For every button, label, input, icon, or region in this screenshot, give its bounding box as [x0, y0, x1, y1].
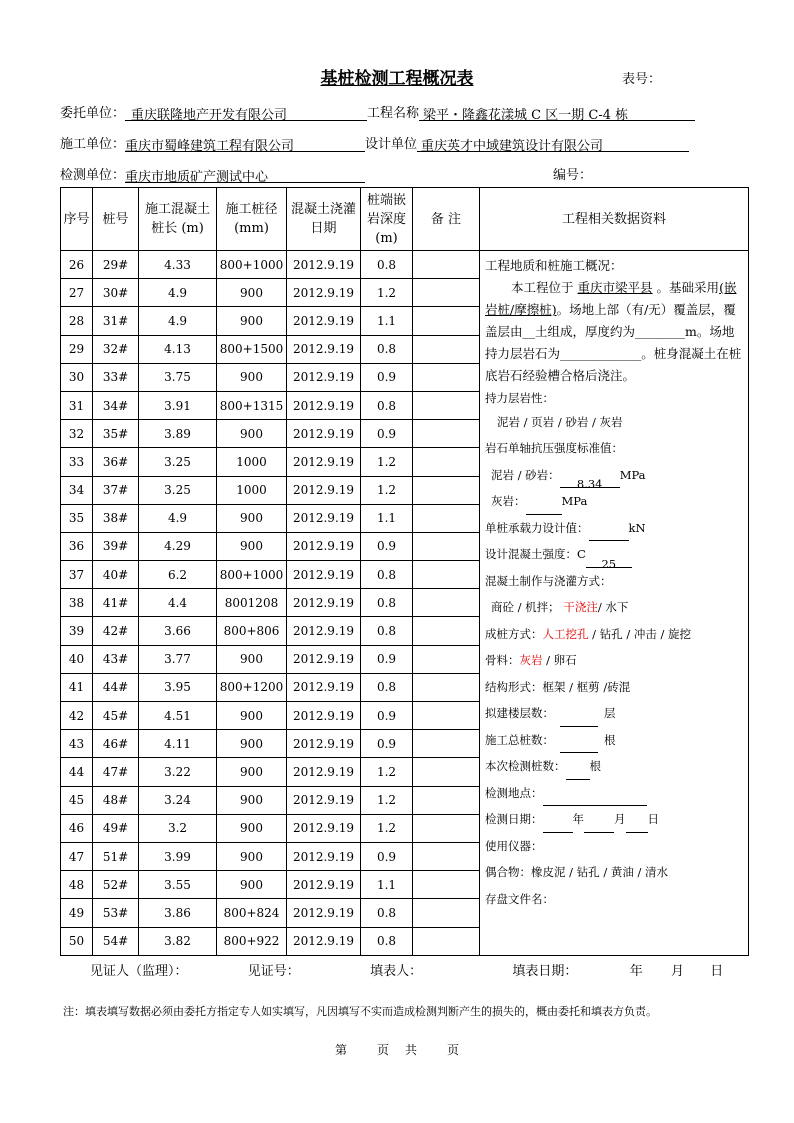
cell-depth: 0.9	[361, 420, 413, 448]
method-options[interactable]: 成桩方式：人工挖孔 / 钻孔 / 冲击 / 旋挖	[485, 626, 692, 641]
cell-seq: 47	[61, 842, 93, 870]
form-number-label: 表号：	[622, 72, 662, 87]
cell-depth: 0.9	[361, 730, 413, 758]
fill-year-label: 年	[629, 964, 643, 979]
cell-seq: 35	[61, 504, 93, 532]
header-info: 工程相关数据资料	[480, 188, 749, 251]
cell-pile-no: 41#	[93, 589, 139, 617]
cell-pile-no: 51#	[93, 842, 139, 870]
cell-pour-date: 2012.9.19	[287, 307, 361, 335]
cell-pile-no: 31#	[93, 307, 139, 335]
overview-title: 工程地质和桩施工概况：	[485, 258, 623, 273]
test-date-line: 检测日期： 年 月 日	[485, 806, 744, 833]
structure-options[interactable]: 结构形式：框架 / 框剪 /砖混	[485, 679, 631, 694]
cell-depth: 0.8	[361, 391, 413, 419]
location-value[interactable]: 重庆市梁平县	[577, 280, 653, 295]
header-depth: 桩端嵌岩深度 (m)	[361, 188, 413, 251]
builder-value: 重庆市蜀峰建筑工程有限公司	[125, 139, 295, 154]
pile-table	[60, 187, 749, 956]
cell-seq: 27	[61, 279, 93, 307]
designer-value: 重庆英才中域建筑设计有限公司	[421, 139, 604, 154]
cell-remark[interactable]	[413, 927, 480, 955]
table-header-row	[61, 188, 749, 251]
cell-depth: 1.1	[361, 307, 413, 335]
cell-seq: 30	[61, 363, 93, 391]
builder-label: 施工单位：	[60, 137, 126, 152]
project-field[interactable]	[419, 104, 695, 121]
cell-length: 3.55	[139, 871, 217, 899]
test-month-field[interactable]	[584, 816, 614, 833]
cell-length: 4.4	[139, 589, 217, 617]
cell-diameter: 900	[217, 758, 287, 786]
cell-pile-no: 34#	[93, 391, 139, 419]
designer-field[interactable]	[417, 135, 689, 152]
cell-seq: 50	[61, 927, 93, 955]
site-field[interactable]	[543, 789, 647, 806]
concrete-line: 设计混凝土强度：C25	[485, 541, 744, 568]
cell-pour-date: 2012.9.19	[287, 730, 361, 758]
cell-remark[interactable]	[413, 532, 480, 560]
cell-diameter: 800+1315	[217, 391, 287, 419]
cell-diameter: 900	[217, 645, 287, 673]
cell-diameter: 1000	[217, 448, 287, 476]
cell-depth: 0.9	[361, 842, 413, 870]
cell-pour-date: 2012.9.19	[287, 842, 361, 870]
cell-pile-no: 45#	[93, 702, 139, 730]
witness-label: 见证人（监理）：	[90, 964, 188, 979]
cell-remark[interactable]	[413, 645, 480, 673]
cell-pour-date: 2012.9.19	[287, 589, 361, 617]
cell-depth: 1.2	[361, 814, 413, 842]
cell-pile-no: 36#	[93, 448, 139, 476]
cell-length: 3.89	[139, 420, 217, 448]
cell-seq: 29	[61, 335, 93, 363]
cell-diameter: 900	[217, 842, 287, 870]
cell-pour-date: 2012.9.19	[287, 871, 361, 899]
cell-remark[interactable]	[413, 842, 480, 870]
bearing-options[interactable]: 泥岩 / 页岩 / 砂岩 / 灰岩	[497, 415, 623, 429]
cell-pour-date: 2012.9.19	[287, 504, 361, 532]
cell-diameter: 900	[217, 702, 287, 730]
cell-seq: 31	[61, 391, 93, 419]
cell-depth: 1.2	[361, 279, 413, 307]
cell-pour-date: 2012.9.19	[287, 814, 361, 842]
bearing-label: 持力层岩性：	[485, 391, 554, 405]
cell-pour-date: 2012.9.19	[287, 448, 361, 476]
filler-label: 填表人：	[370, 964, 423, 979]
cell-pour-date: 2012.9.19	[287, 617, 361, 645]
table-row	[61, 251, 749, 279]
cell-remark[interactable]	[413, 307, 480, 335]
page-number-line: 第 页 共 页	[334, 1043, 460, 1057]
cell-seq: 36	[61, 532, 93, 560]
cell-pile-no: 30#	[93, 279, 139, 307]
cell-remark[interactable]	[413, 814, 480, 842]
cell-pile-no: 40#	[93, 561, 139, 589]
cell-seq: 41	[61, 673, 93, 701]
cell-diameter: 800+1200	[217, 673, 287, 701]
cell-pile-no: 37#	[93, 476, 139, 504]
cell-length: 3.99	[139, 842, 217, 870]
cell-pile-no: 44#	[93, 673, 139, 701]
page-title: 基桩检测工程概况表	[320, 69, 474, 89]
cell-length: 3.77	[139, 645, 217, 673]
cell-length: 4.11	[139, 730, 217, 758]
cell-pour-date: 2012.9.19	[287, 786, 361, 814]
cell-pour-date: 2012.9.19	[287, 645, 361, 673]
witness-no-label: 见证号：	[247, 964, 300, 979]
cell-depth: 1.2	[361, 448, 413, 476]
cell-depth: 0.9	[361, 702, 413, 730]
cell-remark[interactable]	[413, 561, 480, 589]
capacity-line: 单桩承载力设计值： kN	[485, 515, 744, 542]
cell-depth: 1.1	[361, 871, 413, 899]
cell-length: 3.25	[139, 448, 217, 476]
cell-depth: 0.8	[361, 617, 413, 645]
cell-pour-date: 2012.9.19	[287, 927, 361, 955]
cell-length: 3.91	[139, 391, 217, 419]
pour-options[interactable]: 商砼 / 机拌； 干浇注/ 水下	[491, 600, 629, 614]
header-diameter: 施工桩径 (mm)	[217, 188, 287, 251]
cell-seq: 39	[61, 617, 93, 645]
cell-diameter: 900	[217, 871, 287, 899]
header-pour-date: 混凝土浇灌日期	[287, 188, 361, 251]
test-year-field[interactable]	[543, 816, 573, 833]
cell-pour-date: 2012.9.19	[287, 561, 361, 589]
project-label: 工程名称	[367, 106, 420, 121]
site-line: 检测地点：	[485, 780, 744, 807]
mudstone-line: 泥岩 / 砂岩：8.34MPa	[491, 467, 646, 491]
project-info-cell	[480, 251, 749, 956]
cell-diameter: 900	[217, 279, 287, 307]
cell-remark[interactable]	[413, 251, 480, 279]
cell-depth: 0.8	[361, 673, 413, 701]
capacity-field[interactable]	[589, 524, 629, 541]
mudstone-field[interactable]: 8.34	[560, 471, 620, 488]
cell-pile-no: 42#	[93, 617, 139, 645]
cell-length: 4.9	[139, 307, 217, 335]
cell-length: 6.2	[139, 561, 217, 589]
cell-depth: 0.9	[361, 363, 413, 391]
designer-label: 设计单位	[365, 137, 418, 152]
cell-diameter: 800+806	[217, 617, 287, 645]
cell-diameter: 900	[217, 420, 287, 448]
cell-seq: 33	[61, 448, 93, 476]
table-body	[61, 251, 749, 956]
cell-diameter: 900	[217, 363, 287, 391]
footer-note: 注：填表填写数据必须由委托方指定专人如实填写，凡因填写不实而造成检测判断产生的损失的，概由委托和填表方负责。	[63, 1005, 657, 1018]
cell-depth: 0.8	[361, 899, 413, 927]
cell-diameter: 1000	[217, 476, 287, 504]
cell-pile-no: 54#	[93, 927, 139, 955]
cell-length: 3.66	[139, 617, 217, 645]
cell-length: 4.13	[139, 335, 217, 363]
cell-pour-date: 2012.9.19	[287, 702, 361, 730]
cell-seq: 42	[61, 702, 93, 730]
cell-length: 3.22	[139, 758, 217, 786]
cell-depth: 0.8	[361, 561, 413, 589]
cell-depth: 1.2	[361, 786, 413, 814]
cell-diameter: 800+1500	[217, 335, 287, 363]
cell-remark[interactable]	[413, 476, 480, 504]
cell-remark[interactable]	[413, 279, 480, 307]
cell-remark[interactable]	[413, 448, 480, 476]
file-label[interactable]: 存盘文件名：	[485, 891, 554, 906]
header-seq: 序号	[61, 188, 93, 251]
floors-line: 拟建楼层数： 层	[485, 700, 744, 727]
client-value: 重庆联隆地产开发有限公司	[131, 108, 288, 123]
cell-remark[interactable]	[413, 899, 480, 927]
tester-value: 重庆市地质矿产测试中心	[125, 170, 269, 185]
tested-piles-field[interactable]	[566, 763, 590, 780]
cell-seq: 38	[61, 589, 93, 617]
cell-diameter: 800+1000	[217, 561, 287, 589]
cell-depth: 1.2	[361, 476, 413, 504]
cell-pour-date: 2012.9.19	[287, 476, 361, 504]
cell-pile-no: 33#	[93, 363, 139, 391]
tester-line	[60, 164, 365, 183]
tester-field[interactable]	[125, 166, 365, 183]
cell-pile-no: 49#	[93, 814, 139, 842]
client-line	[60, 102, 695, 121]
limestone-line: 灰岩： MPa	[485, 488, 744, 515]
instrument-label[interactable]: 使用仪器：	[485, 838, 543, 853]
cell-length: 3.25	[139, 476, 217, 504]
cell-pour-date: 2012.9.19	[287, 391, 361, 419]
cell-pour-date: 2012.9.19	[287, 758, 361, 786]
floors-field[interactable]	[560, 710, 598, 727]
cell-diameter: 900	[217, 504, 287, 532]
strength-label: 岩石单轴抗压强度标准值：	[485, 441, 623, 455]
cell-length: 3.75	[139, 363, 217, 391]
concrete-field[interactable]: 25	[586, 551, 632, 568]
cell-pour-date: 2012.9.19	[287, 279, 361, 307]
cell-depth: 0.9	[361, 645, 413, 673]
cell-remark[interactable]	[413, 391, 480, 419]
cell-pile-no: 52#	[93, 871, 139, 899]
cell-remark[interactable]	[413, 702, 480, 730]
cell-pile-no: 47#	[93, 758, 139, 786]
aggregate-options[interactable]: 骨料：灰岩 / 卵石	[485, 653, 577, 667]
cell-pile-no: 32#	[93, 335, 139, 363]
header-length: 施工混凝土桩长 (m)	[139, 188, 217, 251]
cell-depth: 1.2	[361, 758, 413, 786]
cell-length: 4.9	[139, 279, 217, 307]
cell-pour-date: 2012.9.19	[287, 532, 361, 560]
cell-depth: 0.8	[361, 251, 413, 279]
total-piles-field[interactable]	[560, 736, 598, 753]
cell-pour-date: 2012.9.19	[287, 363, 361, 391]
cell-pile-no: 35#	[93, 420, 139, 448]
project-value: 梁平・隆鑫花漾城 C 区一期 C-4 栋	[423, 108, 629, 123]
cell-diameter: 900	[217, 814, 287, 842]
client-field[interactable]	[125, 104, 367, 121]
cell-depth: 0.8	[361, 927, 413, 955]
fill-day-label: 日	[710, 964, 724, 979]
cell-seq: 37	[61, 561, 93, 589]
header-pile-no: 桩号	[93, 188, 139, 251]
cell-diameter: 8001208	[217, 589, 287, 617]
tested-piles-line: 本次检测桩数： 根	[485, 753, 744, 780]
cell-remark[interactable]	[413, 335, 480, 363]
cell-seq: 49	[61, 899, 93, 927]
cell-diameter: 800+922	[217, 927, 287, 955]
cell-diameter: 900	[217, 307, 287, 335]
cell-pour-date: 2012.9.19	[287, 251, 361, 279]
foundation-value[interactable]: (嵌岩桩/摩擦桩)	[485, 280, 737, 317]
cell-remark[interactable]	[413, 589, 480, 617]
cell-seq: 40	[61, 645, 93, 673]
cell-remark[interactable]	[413, 617, 480, 645]
tester-label: 检测单位：	[60, 168, 126, 183]
cell-pour-date: 2012.9.19	[287, 420, 361, 448]
cell-diameter: 800+824	[217, 899, 287, 927]
overview-text: 本工程位于 重庆市梁平县 。基础采用(嵌岩桩/摩擦桩)。场地上部（有/无）覆盖层，覆盖层由__土组成，厚度约为________m。场地持力层岩石为_____________。桩身混凝土在桩底岩石经验槽合格后浇注。	[485, 280, 742, 383]
builder-line	[60, 133, 689, 152]
cell-pile-no: 48#	[93, 786, 139, 814]
fill-month-label: 月	[670, 964, 684, 979]
builder-field[interactable]	[125, 135, 365, 152]
cell-diameter: 800+1000	[217, 251, 287, 279]
cell-length: 4.51	[139, 702, 217, 730]
cell-pour-date: 2012.9.19	[287, 335, 361, 363]
cell-length: 3.24	[139, 786, 217, 814]
client-label: 委托单位：	[60, 106, 126, 121]
cell-length: 4.9	[139, 504, 217, 532]
cell-seq: 43	[61, 730, 93, 758]
cell-seq: 26	[61, 251, 93, 279]
cell-pile-no: 38#	[93, 504, 139, 532]
cell-length: 4.33	[139, 251, 217, 279]
fill-date-label: 填表日期：	[512, 964, 578, 979]
cell-diameter: 900	[217, 730, 287, 758]
cell-remark[interactable]	[413, 758, 480, 786]
cell-length: 3.82	[139, 927, 217, 955]
signature-line	[90, 960, 723, 979]
cell-remark[interactable]	[413, 871, 480, 899]
header-remark: 备 注	[413, 188, 480, 251]
cell-remark[interactable]	[413, 730, 480, 758]
cell-depth: 0.8	[361, 589, 413, 617]
cell-length: 3.95	[139, 673, 217, 701]
cell-remark[interactable]	[413, 786, 480, 814]
cell-pile-no: 53#	[93, 899, 139, 927]
cell-pile-no: 39#	[93, 532, 139, 560]
cell-diameter: 900	[217, 786, 287, 814]
cell-depth: 0.8	[361, 335, 413, 363]
cell-seq: 32	[61, 420, 93, 448]
cell-pile-no: 43#	[93, 645, 139, 673]
cell-remark[interactable]	[413, 363, 480, 391]
pour-label: 混凝土制作与浇灌方式：	[485, 573, 612, 588]
cell-seq: 44	[61, 758, 93, 786]
test-day-field[interactable]	[626, 816, 648, 833]
cell-seq: 46	[61, 814, 93, 842]
cell-pile-no: 29#	[93, 251, 139, 279]
cell-seq: 45	[61, 786, 93, 814]
total-piles-line: 施工总桩数： 根	[485, 727, 744, 754]
cell-depth: 1.1	[361, 504, 413, 532]
cell-remark[interactable]	[413, 504, 480, 532]
coupling-options[interactable]: 偶合物：橡皮泥 / 钻孔 / 黄油 / 清水	[485, 865, 669, 879]
cell-remark[interactable]	[413, 420, 480, 448]
cell-pour-date: 2012.9.19	[287, 673, 361, 701]
cell-diameter: 900	[217, 532, 287, 560]
cell-pile-no: 46#	[93, 730, 139, 758]
cell-length: 3.86	[139, 899, 217, 927]
cell-seq: 28	[61, 307, 93, 335]
cell-seq: 48	[61, 871, 93, 899]
cell-pour-date: 2012.9.19	[287, 899, 361, 927]
cell-depth: 0.9	[361, 532, 413, 560]
project-info-panel	[485, 255, 744, 912]
cell-remark[interactable]	[413, 673, 480, 701]
serial-label: 编号：	[553, 168, 593, 183]
cell-length: 4.29	[139, 532, 217, 560]
cell-seq: 34	[61, 476, 93, 504]
limestone-field[interactable]	[526, 498, 562, 515]
cell-length: 3.2	[139, 814, 217, 842]
